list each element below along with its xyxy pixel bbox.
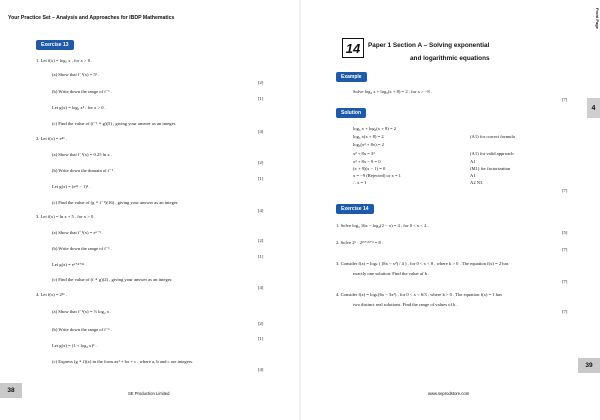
right-page	[300, 0, 600, 420]
front-page-label: Front Page	[595, 8, 600, 29]
mark-q4: [7]	[562, 309, 568, 314]
mark-4c: [4]	[258, 367, 264, 372]
solution-note: (A1) for valid approach	[470, 151, 514, 156]
question-1c: (c) Find the value of (f⁻¹ ∘ g)(5) , giving your answer as an integer.	[52, 121, 177, 126]
exercise-badge: Exercise 14	[336, 204, 374, 214]
chapter-title-line-1: Paper 1 Section A – Solving exponential	[368, 42, 490, 49]
question-1-given: Let g(x) = log₅ x² , for x > 0 .	[52, 105, 106, 110]
solution-step: ∴ x = 1	[353, 180, 367, 185]
solution-badge: Solution	[336, 108, 366, 118]
question-4c: (c) Express (g ∘ f)(x) in the form ax³ + bx + c , where a, b and c are integers.	[52, 359, 194, 364]
mark-2b: [1]	[258, 176, 264, 181]
solution-mark: [7]	[562, 188, 568, 193]
page-number: 39	[578, 358, 600, 373]
solution-note: A1	[470, 173, 476, 178]
question-1a: (a) Show that f⁻¹(x) = 5ˣ .	[52, 72, 100, 77]
question-3-cont: exactly one solution. Find the value of k .	[353, 271, 430, 276]
chapter-title-line-2: and logarithmic equations	[410, 55, 490, 62]
question-1: 1. Solve log₃ 16x − log₃(2 − x) = 4 , for 0 < x < 2 .	[336, 223, 429, 228]
example-badge: Example	[336, 72, 367, 82]
chapter-side-tab: 4	[587, 98, 600, 118]
solution-step: x² + 8x − 9 = 0	[353, 159, 381, 164]
solution-note: A2 N3	[470, 180, 483, 185]
question-2b: (b) Write down the domain of f⁻¹ .	[52, 168, 116, 173]
mark-2a: [2]	[258, 160, 264, 165]
solution-step: x = −9 (Rejected) or x = 1	[353, 173, 401, 178]
question-4-given: Let g(x) = (1 + log₂ x)³ .	[52, 343, 97, 348]
example-mark: [7]	[562, 97, 568, 102]
mark-1a: [2]	[258, 80, 264, 85]
question-1-stem: 1. Let f(x) = log₇ x , for x > 0 .	[36, 58, 93, 63]
solution-note: (M1) for factorization	[470, 166, 511, 171]
question-3a: (a) Show that f⁻¹(x) = eˣ⁻⁵ .	[52, 230, 104, 235]
solution-step: x² + 8x = 3²	[353, 151, 375, 156]
question-4-cont: two distinct real solutions. Find the range of values of k .	[353, 302, 458, 307]
mark-3a: [2]	[258, 238, 264, 243]
solution-note: (A1) for correct formula	[470, 134, 515, 139]
question-2-given: Let g(x) = (e²ˣ − 1)² .	[52, 184, 91, 189]
question-4-stem: 4. Let f(x) = 2³ˣ .	[36, 292, 67, 297]
question-2c: (c) Find the value of (g ∘ f⁻¹)(16) , giving your answer as an integer.	[52, 200, 179, 205]
exercise-badge: Exercise 13	[36, 40, 74, 50]
website-footer: www.seprodstore.com	[428, 391, 470, 396]
publisher-footer: SE Production Limited	[128, 391, 170, 396]
question-4: 4. Consider f(x) = logₖ(6x − 3x²) , for 0 < x < 6/3 , where k > 0 . The equation f(x) = 1 has	[336, 292, 502, 297]
question-2: 2. Solve 2ˣ · 2²ˣ⁺²ˣ⁺³ = 8 .	[336, 240, 384, 245]
question-3-given: Let g(x) = eˣ⁺⁴⁺³ˣ .	[52, 262, 87, 267]
solution-step: log₃ x(x + 8) = 2	[353, 134, 384, 139]
question-2a: (a) Show that f⁻¹(x) = 0.25 ln x .	[52, 152, 112, 157]
question-3-stem: 3. Let f(x) = ln x + 5 , for x > 0 .	[36, 214, 96, 219]
chapter-number-box: 14	[342, 38, 364, 58]
page-header: Your Practice Set – Analysis and Approaches for IBDP Mathematics	[8, 15, 175, 21]
question-4a: (a) Show that f⁻¹(x) = ⅓ log₂ x .	[52, 309, 112, 314]
question-3c: (c) Find the value of (f ∘ g)(2) , giving your answer as an integer.	[52, 277, 173, 282]
example-text: Solve log₃ x + log₃(x + 8) = 2 , for x > −8 .	[353, 89, 432, 94]
mark-q1: [5]	[562, 230, 568, 235]
mark-4a: [2]	[258, 321, 264, 326]
solution-note: A1	[470, 159, 476, 164]
mark-1b: [1]	[258, 96, 264, 101]
solution-step: (x + 9)(x − 1) = 0	[353, 166, 386, 171]
question-1b: (b) Write down the range of f⁻¹ .	[52, 89, 112, 94]
mark-3b: [1]	[258, 254, 264, 259]
mark-1c: [4]	[258, 129, 264, 134]
mark-3c: [4]	[258, 285, 264, 290]
solution-step: log₃ x + log₃(x + 8) = 2	[353, 126, 397, 131]
mark-2c: [4]	[258, 208, 264, 213]
solution-step: log₃(x² + 8x) = 2	[353, 142, 384, 147]
question-3: 3. Consider f(x) = logₖ ( (8x − x²) / 4 ) , for 0 < x < 8 , where k > 0 . The equation f(x) = 2 has	[336, 261, 509, 266]
mark-4b: [1]	[258, 336, 264, 341]
question-2-stem: 2. Let f(x) = e⁴ˣ .	[36, 136, 67, 141]
page-number: 38	[0, 383, 22, 398]
mark-q3: [7]	[562, 279, 568, 284]
mark-q2: [7]	[562, 247, 568, 252]
question-4b: (b) Write down the range of f⁻¹ .	[52, 327, 112, 332]
question-3b: (b) Write down the range of f⁻¹ .	[52, 246, 112, 251]
